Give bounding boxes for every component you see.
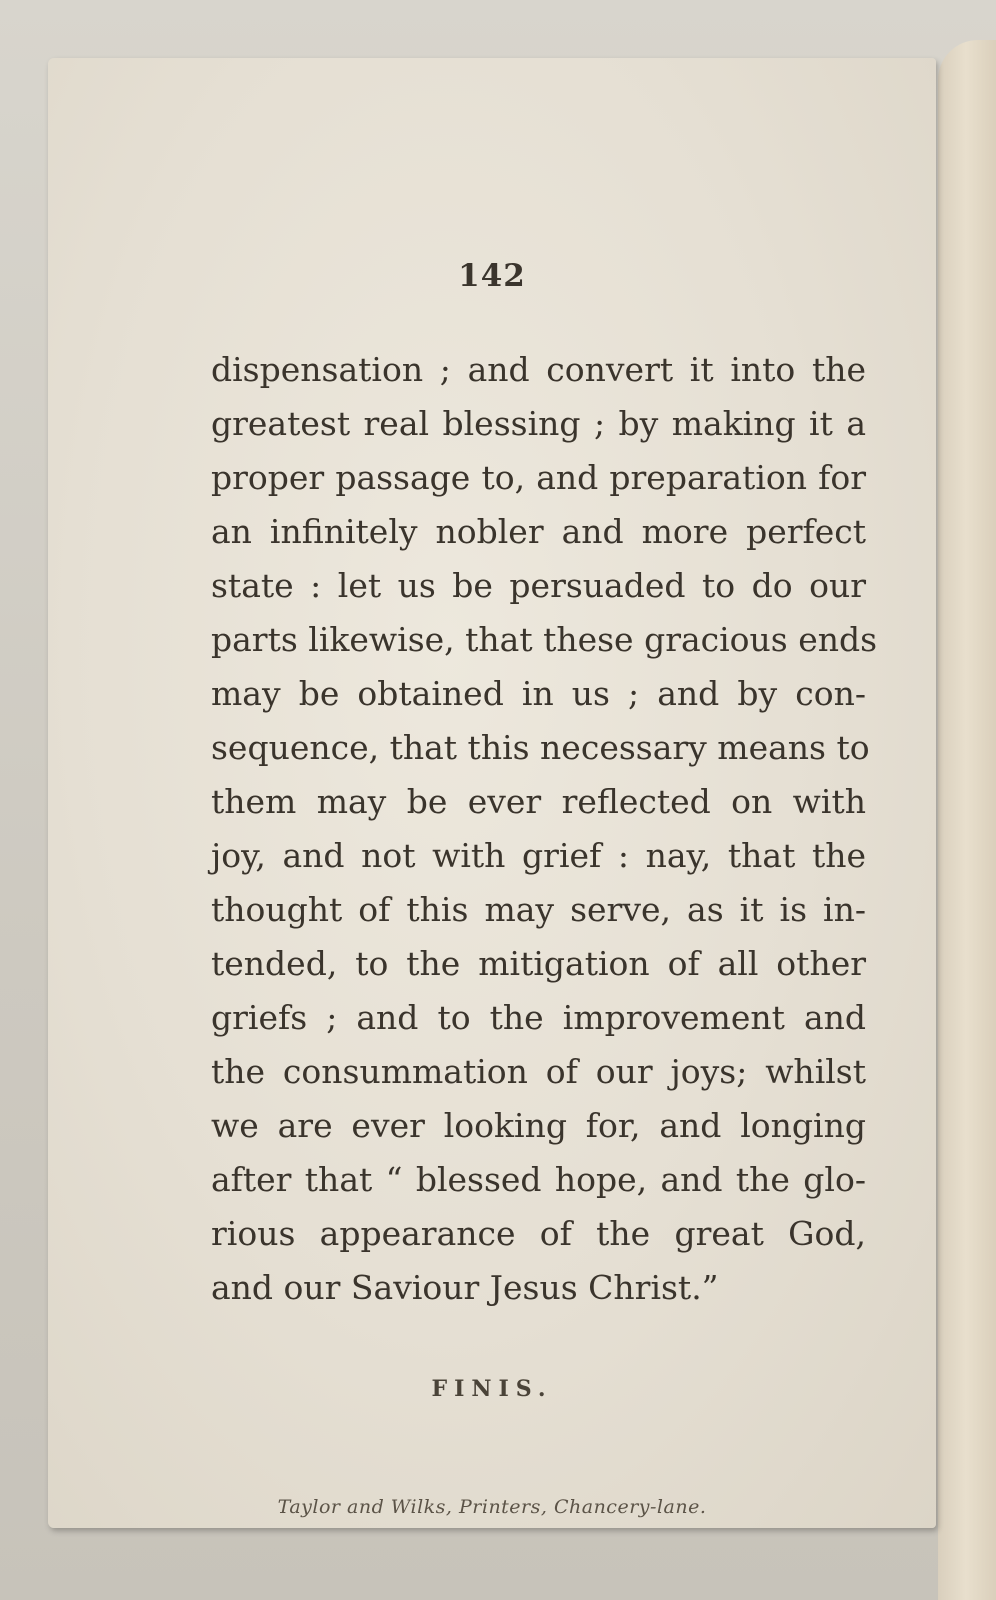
text-line: an infinitely nobler and more perfect: [211, 512, 866, 551]
text-line: sequence, that this necessary means to: [211, 728, 870, 767]
text-line: thought of this may serve, as it is in-: [211, 890, 866, 929]
text-line: rious appearance of the great God,: [211, 1214, 866, 1253]
text-line: may be obtained in us ; and by con-: [211, 674, 866, 713]
page-number: 142: [458, 258, 526, 294]
book-page: [48, 58, 936, 1528]
text-line: joy, and not with grief : nay, that the: [211, 836, 866, 875]
text-line: state : let us be persuaded to do our: [211, 566, 866, 605]
text-line: after that “ blessed hope, and the glo-: [211, 1160, 866, 1199]
text-line: the consummation of our joys; whilst: [211, 1052, 866, 1091]
text-line: proper passage to, and preparation for: [211, 458, 866, 497]
text-line: griefs ; and to the improvement and: [211, 998, 866, 1037]
facing-page-edge: [938, 40, 996, 1600]
printer-imprint: Taylor and Wilks, Printers, Chancery-lane.: [277, 1496, 707, 1518]
text-line: them may be ever reflected on with: [211, 782, 866, 821]
text-line: tended, to the mitigation of all other: [211, 944, 866, 983]
text-line-last: and our Saviour Jesus Christ.”: [211, 1268, 719, 1307]
text-line: parts likewise, that these gracious ends: [211, 620, 878, 659]
text-line: greatest real blessing ; by making it a: [211, 404, 866, 443]
body-text: [211, 343, 878, 1315]
finis-heading: FINIS.: [431, 1376, 553, 1402]
text-line: we are ever looking for, and longing: [211, 1106, 866, 1145]
text-line: dispensation ; and convert it into the: [211, 350, 866, 389]
